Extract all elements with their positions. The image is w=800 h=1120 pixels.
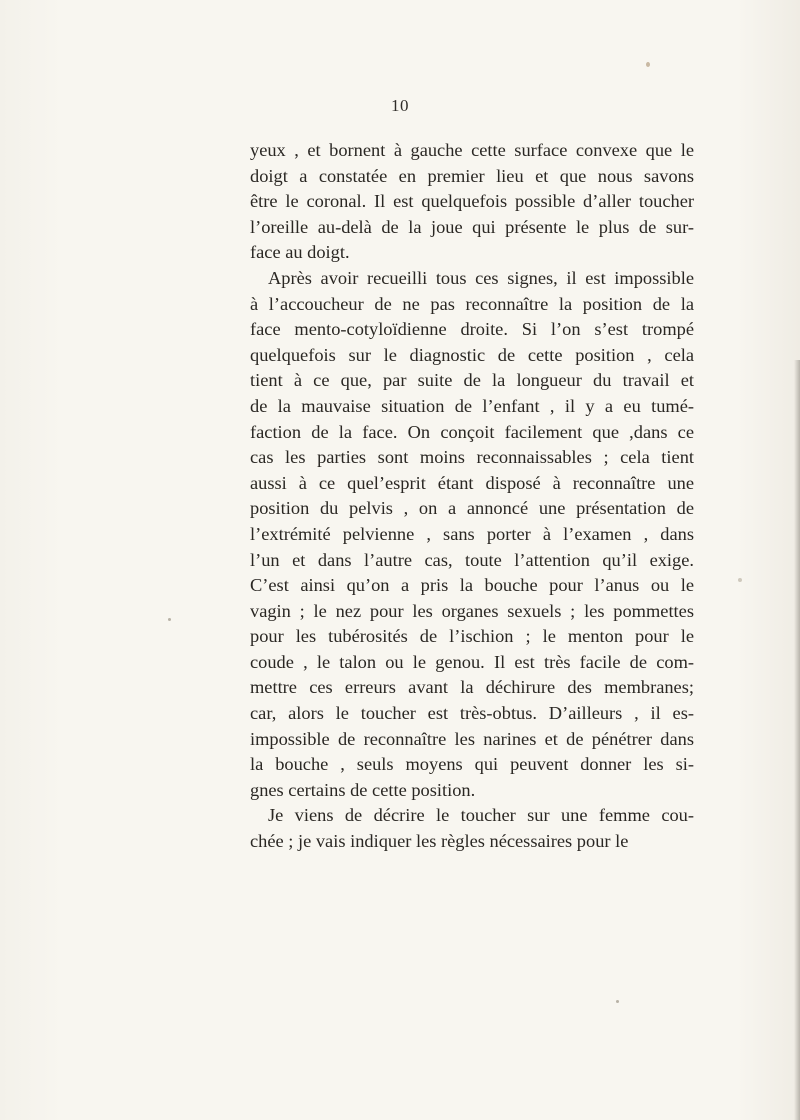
text-line: faction de la face. On conçoit facilement que ,dans ce <box>250 421 694 442</box>
text-line: l’un et dans l’autre cas, toute l’attention qu’il exige. <box>250 549 694 570</box>
text-line: tient à ce que, par suite de la longueur du travail et <box>250 370 694 391</box>
text-line: à l’accoucheur de ne pas reconnaître la position de la <box>250 293 694 314</box>
text-line: yeux , et bornent à gauche cette surface convexe que le <box>250 140 694 160</box>
text-line: gnes certains de cette position. <box>250 779 476 800</box>
text-line: l’extrémité pelvienne , sans porter à l’examen , dans <box>250 523 694 544</box>
text-line: mettre ces erreurs avant la déchirure des membranes; <box>250 677 694 698</box>
text-line: l’oreille au-delà de la joue qui présente le plus de sur- <box>250 216 694 237</box>
text-line: la bouche , seuls moyens qui peuvent donner les si- <box>250 754 694 775</box>
text-line: C’est ainsi qu’on a pris la bouche pour l’anus ou le <box>250 575 694 596</box>
paper-speck <box>646 62 650 67</box>
page-number: 10 <box>391 96 409 115</box>
text-line: Après avoir recueilli tous ces signes, il est impossible <box>268 267 694 288</box>
text-line: pour les tubérosités de l’ischion ; le menton pour le <box>250 626 694 647</box>
text-line: aussi à ce quel’esprit étant disposé à reconnaître une <box>250 472 694 493</box>
page-edge-shadow <box>794 360 800 1120</box>
text-line: doigt a constatée en premier lieu et que nous savons <box>250 165 694 186</box>
paper-speck <box>616 1000 619 1003</box>
text-line: chée ; je vais indiquer les règles nécessaires pour le <box>250 831 629 852</box>
paper-speck <box>168 618 171 621</box>
text-line: cas les parties sont moins reconnaissables ; cela tient <box>250 447 694 468</box>
text-line: impossible de reconnaître les narines et de pénétrer dans <box>250 728 694 749</box>
text-line: vagin ; le nez pour les organes sexuels ; les pommettes <box>250 600 694 621</box>
text-line: car, alors le toucher est très-obtus. D’ailleurs , il es- <box>250 703 694 724</box>
text-line: face au doigt. <box>250 242 350 263</box>
text-line: Je viens de décrire le toucher sur une femme cou- <box>268 805 694 826</box>
body-text <box>250 138 694 855</box>
text-line: face mento-cotyloïdienne droite. Si l’on s’est trompé <box>250 319 694 340</box>
paper-speck <box>738 578 742 582</box>
text-line: de la mauvaise situation de l’enfant , il y a eu tumé- <box>250 395 694 416</box>
text-line: coude , le talon ou le genou. Il est très facile de com- <box>250 651 694 672</box>
text-line: position du pelvis , on a annoncé une présentation de <box>250 498 694 519</box>
text-line: quelquefois sur le diagnostic de cette position , cela <box>250 344 694 365</box>
text-line: être le coronal. Il est quelquefois possible d’aller toucher <box>250 191 694 212</box>
